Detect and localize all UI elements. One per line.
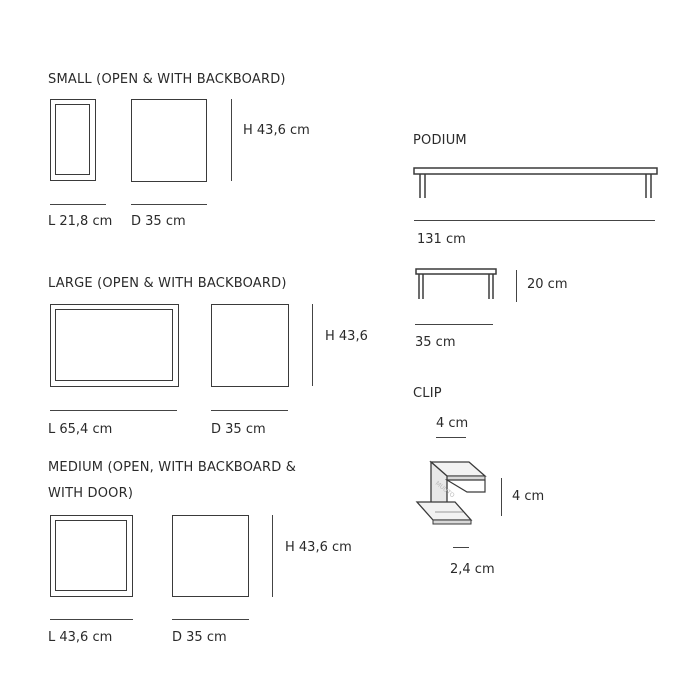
large-depth-line [211, 410, 288, 411]
clip-title: CLIP [413, 386, 442, 401]
clip-height-label: 4 cm [512, 489, 545, 504]
small-front-inner [55, 104, 90, 175]
small-height-label: H 43,6 cm [243, 123, 310, 138]
large-side-drawing [211, 304, 289, 387]
large-front-inner [55, 309, 173, 381]
small-side-drawing [131, 99, 207, 182]
large-depth-label: D 35 cm [211, 422, 266, 437]
small-depth-line [131, 204, 207, 205]
clip-logo: MUUTO [433, 480, 456, 500]
medium-height-label: H 43,6 cm [285, 540, 352, 555]
medium-front-inner [55, 520, 127, 591]
medium-depth-line [172, 619, 249, 620]
medium-height-line [272, 515, 273, 597]
medium-width-label: L 43,6 cm [48, 630, 113, 645]
medium-side-drawing [172, 515, 249, 597]
small-width-line [50, 204, 106, 205]
podium-height-label: 20 cm [527, 277, 568, 292]
podium-height-line [516, 270, 517, 302]
large-width-label: L 65,4 cm [48, 422, 113, 437]
podium-side-drawing [415, 268, 497, 302]
small-depth-label: D 35 cm [131, 214, 186, 229]
large-title: LARGE (OPEN & WITH BACKBOARD) [48, 276, 287, 291]
clip-depth-label: 2,4 cm [450, 562, 495, 577]
medium-front-drawing [50, 515, 133, 597]
clip-width-line [436, 437, 466, 438]
small-front-drawing [50, 99, 96, 181]
large-height-line [312, 304, 313, 386]
podium-title: PODIUM [413, 133, 467, 148]
small-width-label: L 21,8 cm [48, 214, 113, 229]
small-title: SMALL (OPEN & WITH BACKBOARD) [48, 72, 286, 87]
medium-title-line1: MEDIUM (OPEN, WITH BACKBOARD & [48, 460, 297, 475]
podium-length-label: 131 cm [417, 232, 466, 247]
medium-title-line2: WITH DOOR) [48, 486, 134, 501]
medium-depth-label: D 35 cm [172, 630, 227, 645]
clip-drawing [413, 458, 495, 528]
small-height-line [231, 99, 232, 181]
podium-front-drawing [413, 166, 658, 202]
clip-height-line [501, 478, 502, 516]
large-height-label: H 43,6 [325, 329, 368, 344]
podium-length-line [414, 220, 655, 221]
podium-depth-line [415, 324, 493, 325]
clip-depth-line [453, 547, 469, 548]
large-front-drawing [50, 304, 179, 387]
clip-width-label: 4 cm [436, 416, 469, 431]
large-width-line [50, 410, 177, 411]
medium-width-line [50, 619, 133, 620]
podium-depth-label: 35 cm [415, 335, 456, 350]
